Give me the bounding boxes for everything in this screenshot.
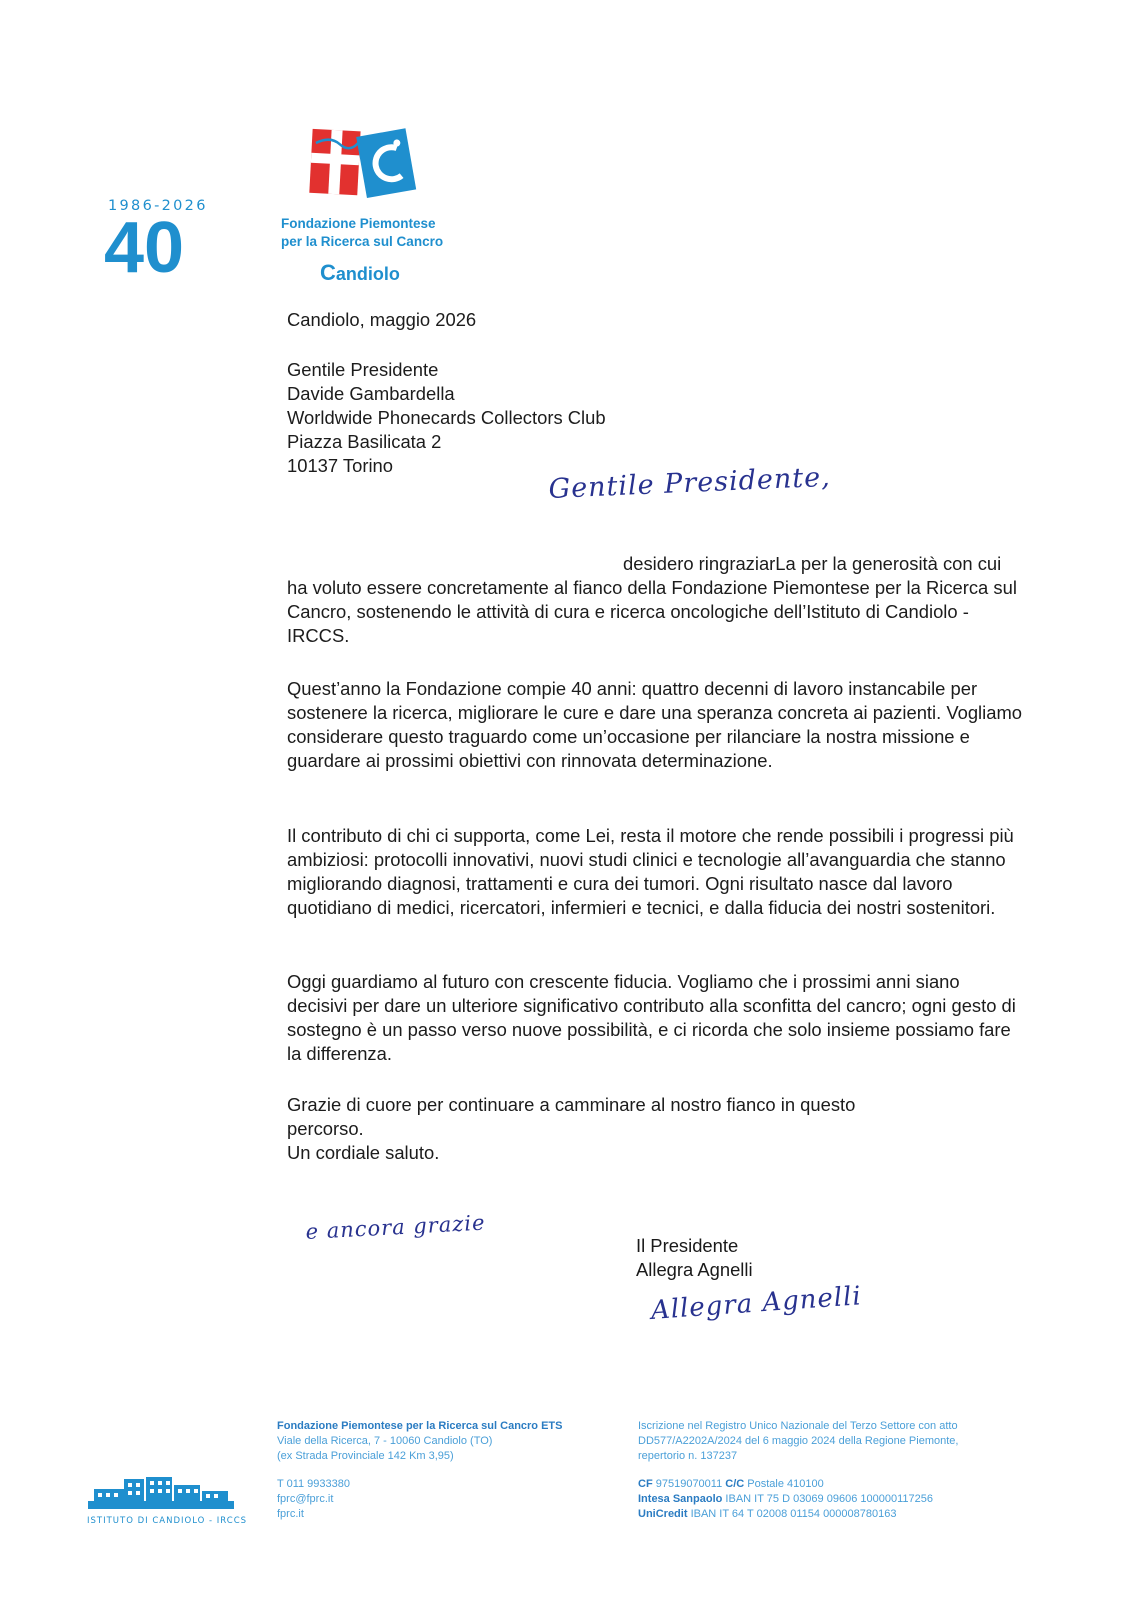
- bank2-name: UniCredit: [638, 1508, 688, 1520]
- institute-building-icon: [88, 1475, 234, 1520]
- footer-banking: [638, 1477, 933, 1522]
- paragraph-future: Oggi guardiamo al futuro con crescente fiducia. Vogliamo che i prossimi anni siano decisivi per dare un ulteriore significativo contributo alla sconfitta del cancro; ogni gesto di sostegno è un passo verso nuove possibilità, e ci ricorda che solo insieme possiamo fare la differenza.: [287, 971, 1016, 1064]
- recipient-organization: Worldwide Phonecards Collectors Club: [287, 407, 606, 428]
- footer-phone: T 011 9933380: [277, 1478, 350, 1490]
- paragraph-closing-line1: Grazie di cuore per continuare a camminare al nostro fianco in questo: [287, 1094, 856, 1115]
- foundation-name: [281, 215, 443, 251]
- anniversary-number-mark: [104, 208, 214, 288]
- footer-address-line1: Viale della Ricerca, 7 - 10060 Candiolo (TO): [277, 1435, 493, 1447]
- recipient-salutation: Gentile Presidente: [287, 359, 439, 380]
- anniversary-years: 1986-2026: [108, 198, 208, 214]
- footer-address-line2: (ex Strada Provinciale 142 Km 3,95): [277, 1450, 454, 1462]
- cc-label: C/C: [725, 1478, 745, 1490]
- paragraph-closing-line2: percorso.: [287, 1118, 364, 1139]
- cf-label: CF: [638, 1478, 653, 1490]
- foundation-name-line2: per la Ricerca sul Cancro: [281, 234, 444, 249]
- footer-organization: [277, 1419, 562, 1464]
- cf-value: 97519070011: [655, 1478, 723, 1490]
- footer-registry: [638, 1419, 1008, 1464]
- bank1-iban: IBAN IT 75 D 03069 09606 100000117256: [725, 1493, 933, 1505]
- bank2-iban: IBAN IT 64 T 02008 01154 000008780163: [690, 1508, 897, 1520]
- recipient-address: [287, 358, 606, 478]
- paragraph-anniversary: Quest’anno la Fondazione compie 40 anni: quattro decenni di lavoro instancabile per sostenere la ricerca, migliorare le cure e dare una speranza concreta ai pazienti. Vogliamo considerare questo traguardo come un’occasione per rilanciare la nostra missione e guardare ai prossimi obiettivi con rinnovata determinazione.: [287, 678, 1022, 771]
- paragraph-closing: [287, 1093, 1022, 1165]
- footer-bank1-row: [638, 1492, 933, 1507]
- signer-title: Il Presidente: [636, 1235, 739, 1256]
- letter-date: Candiolo, maggio 2026: [287, 309, 477, 330]
- footer-contacts: [277, 1477, 350, 1522]
- cc-value: Postale 410100: [747, 1478, 824, 1490]
- signer-block: [636, 1234, 753, 1282]
- footer-registry-line1: Iscrizione nel Registro Unico Nazionale del Terzo Settore con atto: [638, 1420, 958, 1432]
- cross-and-c-logo-icon: [309, 126, 415, 198]
- footer-email-link[interactable]: fprc@fprc.it: [277, 1493, 334, 1505]
- footer-website-link[interactable]: fprc.it: [277, 1508, 304, 1520]
- foundation-logo: [309, 126, 415, 203]
- footer-tax-row: [638, 1477, 933, 1492]
- anniversary-40-graphic: [104, 208, 214, 288]
- foundation-name-line1: Fondazione Piemontese: [281, 216, 436, 231]
- candiolo-wordmark: [320, 260, 400, 286]
- footer-registry-line3: repertorio n. 137237: [638, 1450, 738, 1462]
- handwritten-postscript: e ancora grazie: [305, 1210, 487, 1244]
- candiolo-wordmark-initial: C: [320, 260, 336, 285]
- paragraph-thanks-text: desidero ringraziarLa per la generosità con cui ha voluto essere concretamente al fianco della Fondazione Piemontese per la Ricerca sul Cancro, sostenendo le attività di cura e ricerca oncologiche dell’Istituto di Candiolo - IRCCS.: [287, 553, 1017, 646]
- handwritten-greeting: Gentile Presidente,: [548, 461, 832, 505]
- closing-salutation: Un cordiale saluto.: [287, 1142, 440, 1163]
- footer-registry-line2: DD577/A2202A/2024 del 6 maggio 2024 della Regione Piemonte,: [638, 1435, 959, 1447]
- bank1-name: Intesa Sanpaolo: [638, 1493, 723, 1505]
- candiolo-wordmark-rest: andiolo: [335, 264, 400, 284]
- recipient-street: Piazza Basilicata 2: [287, 431, 442, 452]
- recipient-city: 10137 Torino: [287, 455, 394, 476]
- building-caption: ISTITUTO DI CANDIOLO - IRCCS: [87, 1516, 248, 1526]
- recipient-name: Davide Gambardella: [287, 383, 455, 404]
- signer-name: Allegra Agnelli: [636, 1259, 753, 1280]
- footer-bank2-row: [638, 1507, 933, 1522]
- anniversary-40-text: 40: [104, 208, 185, 288]
- paragraph-contribution: Il contributo di chi ci supporta, come Lei, resta il motore che rende possibili i progressi più ambiziosi: protocolli innovativi, nuovi studi clinici e tecnologie all’avanguardia che stanno migliorando diagnosi, trattamenti e cura dei tumori. Ogni risultato nasce dal lavoro quotidiano di medici, ricercatori, infermieri e tecnici, e dalla fiducia dei nostri sostenitori.: [287, 825, 1014, 918]
- building-silhouette-icon: [88, 1475, 234, 1515]
- footer-org-name: Fondazione Piemontese per la Ricerca sul Cancro ETS: [277, 1420, 563, 1432]
- handwritten-signature: Allegra Agnelli: [650, 1281, 863, 1326]
- paragraph-thanks: [287, 552, 1022, 648]
